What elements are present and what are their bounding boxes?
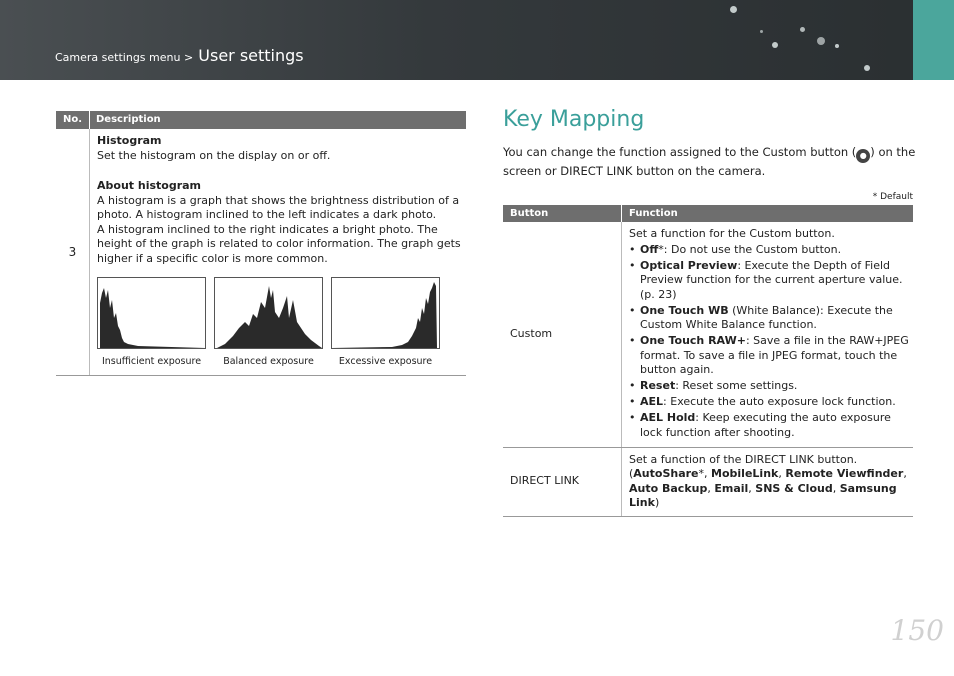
- histogram-table: [56, 111, 466, 376]
- row-description: [90, 129, 466, 375]
- custom-button-icon: ●: [856, 149, 870, 163]
- breadcrumb: [55, 46, 304, 65]
- option-name: Reset: [640, 379, 676, 392]
- option-name: SNS & Cloud: [755, 481, 833, 495]
- intro-text-before: You can change the function assigned to the Custom button (: [503, 145, 857, 159]
- col-function-header: Function: [629, 208, 678, 219]
- option-desc: : Execute the Depth of Field Preview function for the current aperture value. (p. 23): [640, 258, 903, 301]
- section-intro: [503, 144, 923, 180]
- list-item: [629, 334, 909, 378]
- option-name: AutoShare: [633, 467, 699, 480]
- list-item: [629, 259, 909, 303]
- function-options-list: [629, 243, 909, 441]
- key-mapping-table: [503, 205, 913, 517]
- histogram-example: [214, 277, 323, 370]
- option-desc: *: Do not use the Custom button.: [658, 242, 842, 256]
- col-no-header: No.: [56, 111, 90, 129]
- option-name: One Touch RAW+: [640, 334, 746, 347]
- col-description-header: Description: [96, 114, 161, 125]
- item-title: Histogram: [97, 134, 162, 147]
- about-text-1: A histogram is a graph that shows the brightness distribution of a photo. A histogram inclined to the left indicates a dark photo.: [97, 193, 460, 221]
- default-note: * Default: [872, 192, 913, 202]
- histogram-example: [97, 277, 206, 370]
- option-name: AEL Hold: [640, 411, 696, 424]
- table-row: [503, 448, 913, 517]
- option-name: Email: [714, 481, 749, 495]
- histogram-caption: Balanced exposure: [223, 356, 314, 367]
- histogram-example: [331, 277, 440, 370]
- item-text: Set the histogram on the display on or off.: [97, 148, 331, 162]
- page-header: [0, 0, 954, 80]
- option-name: MobileLink: [711, 467, 779, 480]
- function-cell: [622, 448, 913, 516]
- col-button-header: Button: [503, 205, 622, 222]
- intro-text-after: ) on the screen or DIRECT LINK button on the camera.: [503, 145, 916, 178]
- list-item: [629, 304, 909, 333]
- table-header: [503, 205, 913, 222]
- button-name: DIRECT LINK: [503, 448, 622, 516]
- breadcrumb-parent: Camera settings menu >: [55, 51, 194, 64]
- table-header: [56, 111, 466, 129]
- option-desc: (White Balance): Execute the Custom White Balance function.: [640, 303, 893, 331]
- histogram-overexposed-image: [331, 277, 440, 349]
- histogram-caption: Excessive exposure: [338, 356, 433, 367]
- function-options: (AutoShare*, MobileLink, Remote Viewfinder, Auto Backup, Email, SNS & Cloud, Samsung Link): [629, 467, 907, 509]
- option-name: AEL: [640, 395, 664, 408]
- section-title: Key Mapping: [503, 107, 645, 132]
- function-lead: Set a function for the Custom button.: [629, 227, 835, 240]
- option-desc: : Reset some settings.: [675, 379, 798, 392]
- option-desc: : Keep executing the auto exposure lock function after shooting.: [640, 411, 891, 439]
- histogram-examples: [97, 277, 466, 370]
- histogram-balanced-image: [214, 277, 323, 349]
- table-row: [56, 129, 466, 376]
- function-cell: [622, 222, 913, 447]
- breadcrumb-current: User settings: [198, 46, 304, 65]
- histogram-underexposed-image: [97, 277, 206, 349]
- option-name: Off: [640, 242, 659, 256]
- about-title: About histogram: [97, 179, 202, 192]
- option-name: Remote Viewfinder: [785, 467, 904, 480]
- list-item: [629, 243, 909, 258]
- list-item: [629, 411, 909, 440]
- page-number: 150: [890, 614, 944, 647]
- option-name: Samsung Link: [629, 481, 897, 509]
- function-lead: Set a function of the DIRECT LINK button.: [629, 452, 858, 466]
- table-row: [503, 222, 913, 448]
- chapter-tab: [913, 0, 954, 80]
- option-name: One Touch WB: [640, 303, 729, 317]
- list-item: [629, 395, 909, 410]
- histogram-caption: Insufficient exposure: [101, 356, 202, 367]
- option-name: Auto Backup: [629, 481, 708, 495]
- list-item: [629, 379, 909, 394]
- about-text-2: A histogram inclined to the right indicates a bright photo. The height of the graph is related to color information. The graph gets higher if a specific color is more common.: [97, 222, 461, 265]
- option-name: Optical Preview: [640, 258, 738, 272]
- option-desc: : Save a file in the RAW+JPEG format. To save a file in JPEG format, touch the button again.: [640, 334, 909, 376]
- option-desc: : Execute the auto exposure lock function.: [663, 395, 896, 408]
- row-number: 3: [56, 129, 90, 375]
- button-name: Custom: [503, 222, 622, 447]
